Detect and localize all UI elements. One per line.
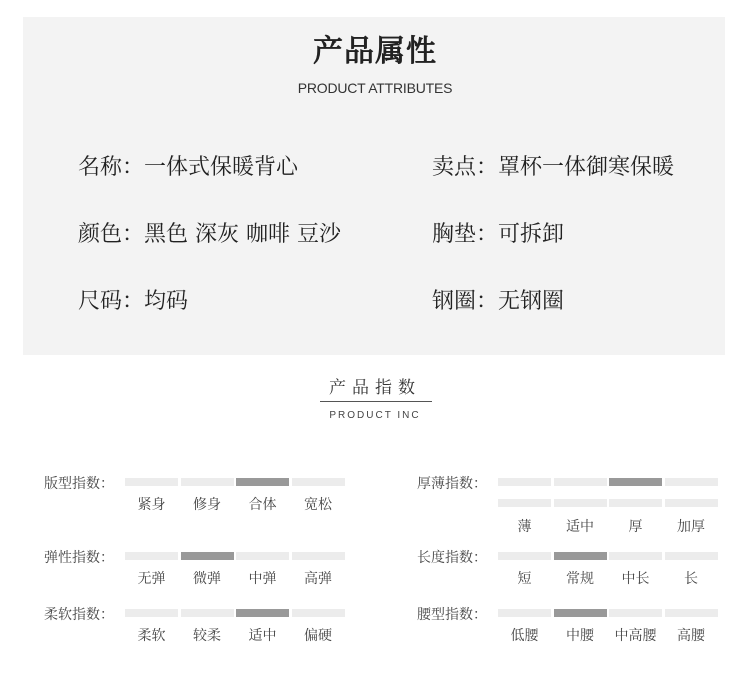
- index-bar-segment: [125, 552, 178, 560]
- attr-color: [78, 217, 341, 248]
- index-option: 高腰: [677, 628, 705, 644]
- index-bar-segment: [554, 552, 607, 560]
- index-bar-segment: [236, 478, 289, 486]
- index-bar-segment: [181, 609, 234, 617]
- index-option: 厚: [628, 519, 643, 535]
- attr-pad: [432, 217, 564, 248]
- index-option: 适中: [248, 628, 277, 644]
- index-option: 微弹: [193, 571, 221, 587]
- index-option: 低腰: [510, 628, 539, 644]
- index-option: 偏硬: [304, 628, 332, 644]
- index-option: 加厚: [677, 519, 705, 535]
- index-bar-track: [498, 499, 551, 507]
- index-option: 长: [684, 571, 698, 587]
- attr-selling-point-value: 罩杯一体御寒保暖: [498, 155, 675, 180]
- attr-size-label: 尺码：: [78, 289, 145, 314]
- index-bar-segment: [292, 478, 345, 486]
- index-option: 修身: [193, 497, 221, 513]
- index-bar-segment: [292, 552, 345, 560]
- index-bar-segment: [125, 609, 178, 617]
- attr-underwire-label: 钢圈：: [432, 289, 499, 314]
- index-bar-segment: [665, 552, 718, 560]
- index-option: 薄: [517, 519, 532, 535]
- index-bar-segment: [554, 478, 607, 486]
- index-bar-segment: [498, 609, 551, 617]
- index-bar-track: [554, 499, 607, 507]
- attr-size-value: 均码: [144, 289, 189, 314]
- attr-pad-label: 胸垫：: [432, 222, 499, 247]
- index-bar-track: [609, 499, 662, 507]
- index-option: 适中: [566, 519, 594, 535]
- index-label: 柔软指数：: [44, 607, 114, 623]
- index-bar-segment: [665, 609, 718, 617]
- index-bar-segment: [292, 609, 345, 617]
- attributes-title: 产品属性: [313, 34, 437, 69]
- index-label: 长度指数：: [417, 550, 487, 566]
- indices-subtitle: PRODUCT INC: [329, 410, 421, 421]
- attr-color-value: 黑色 深灰 咖啡 豆沙: [144, 222, 341, 247]
- index-bar-track: [665, 499, 718, 507]
- index-bar-segment: [609, 478, 662, 486]
- index-bar-segment: [181, 552, 234, 560]
- index-bar-segment: [236, 552, 289, 560]
- index-bar-segment: [609, 609, 662, 617]
- attributes-subtitle: PRODUCT ATTRIBUTES: [297, 80, 453, 96]
- index-option: 紧身: [137, 497, 166, 513]
- attr-underwire: [432, 284, 564, 315]
- index-bar-segment: [665, 478, 718, 486]
- attr-pad-value: 可拆卸: [498, 222, 565, 247]
- index-option: 宽松: [304, 497, 332, 513]
- index-label: 版型指数：: [44, 476, 114, 492]
- index-bar-segment: [236, 609, 289, 617]
- index-bar-segment: [609, 552, 662, 560]
- index-bar-segment: [125, 478, 178, 486]
- index-option: 高弹: [304, 571, 332, 587]
- attr-selling-point-label: 卖点：: [432, 155, 499, 180]
- index-bar-segment: [554, 609, 607, 617]
- attr-selling-point: [432, 150, 674, 181]
- index-label: 厚薄指数：: [417, 476, 487, 492]
- index-option: 较柔: [193, 628, 221, 644]
- index-bar-segment: [498, 552, 551, 560]
- attr-name: [78, 150, 298, 181]
- index-option: 无弹: [137, 571, 166, 587]
- index-bar-segment: [181, 478, 234, 486]
- index-option: 合体: [248, 497, 277, 513]
- index-option: 中弹: [248, 571, 277, 587]
- index-option: 中高腰: [614, 628, 657, 644]
- index-label: 腰型指数：: [417, 607, 487, 623]
- attr-underwire-value: 无钢圈: [498, 289, 565, 314]
- attr-name-value: 一体式保暖背心: [144, 155, 299, 180]
- index-option: 短: [517, 571, 532, 587]
- attr-color-label: 颜色：: [78, 222, 145, 247]
- attr-size: [78, 284, 188, 315]
- indices-title: 产品指数: [329, 378, 421, 398]
- index-option: 中腰: [566, 628, 594, 644]
- index-label: 弹性指数：: [44, 550, 114, 566]
- index-bar-segment: [498, 478, 551, 486]
- indices-divider: [320, 401, 432, 402]
- attr-name-label: 名称：: [78, 155, 145, 180]
- index-option: 中长: [621, 571, 650, 587]
- index-option: 常规: [566, 571, 594, 587]
- index-option: 柔软: [137, 628, 166, 644]
